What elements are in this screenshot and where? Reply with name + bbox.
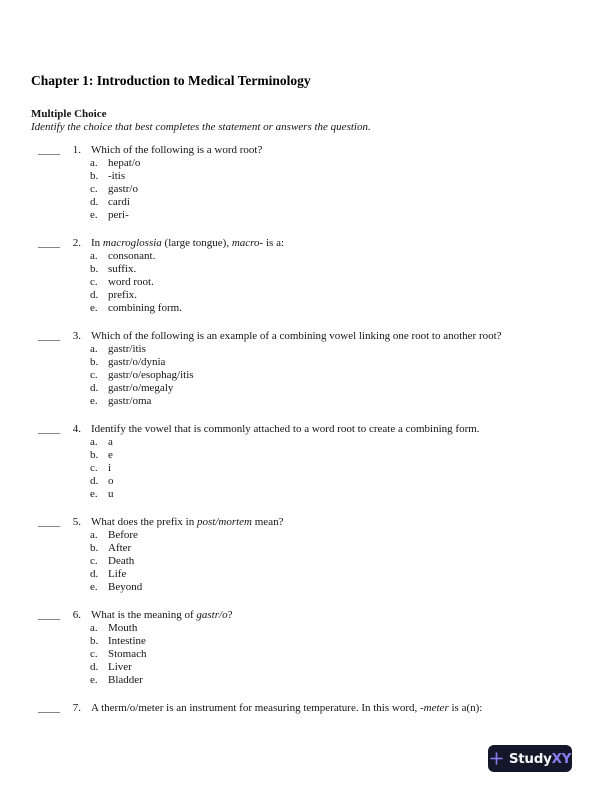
question-line <box>31 237 581 250</box>
question-number: 5. <box>72 516 81 528</box>
option-row <box>90 449 581 462</box>
question-text-run: Which of the following is a word root? <box>91 144 263 156</box>
question-text-run: (large tongue), <box>161 237 232 249</box>
option-text: peri- <box>108 209 129 221</box>
question-number: 7. <box>72 702 81 714</box>
option-text: Beyond <box>108 581 143 593</box>
option-row <box>90 635 581 648</box>
option-letter: b. <box>90 449 99 461</box>
option-text: Mouth <box>108 622 138 634</box>
answer-blank: ____ <box>38 423 60 435</box>
question-text-italic: macroglossia <box>102 237 162 249</box>
option-letter: e. <box>90 209 98 221</box>
option-letter: c. <box>90 369 98 381</box>
question-block <box>31 702 581 715</box>
option-text: Bladder <box>108 674 143 686</box>
question-text-italic: post/mortem <box>197 516 252 528</box>
option-text: word root. <box>108 276 154 288</box>
option-text: Life <box>108 568 127 580</box>
option-letter: d. <box>90 196 99 208</box>
option-text: combining form. <box>108 302 182 314</box>
question-line <box>31 423 581 436</box>
page-title: Chapter 1: Introduction to Medical Terminology <box>31 73 311 88</box>
option-letter: e. <box>90 395 98 407</box>
option-text: Death <box>108 555 135 567</box>
option-text: a <box>108 436 113 448</box>
option-row <box>90 475 581 488</box>
option-letter: b. <box>90 170 99 182</box>
option-letter: d. <box>90 568 99 580</box>
question-text <box>91 330 581 343</box>
option-letter: b. <box>90 542 99 554</box>
options-list <box>31 622 581 687</box>
option-row <box>90 343 581 356</box>
questions-list <box>31 144 581 715</box>
option-text: gastr/o/megaly <box>108 382 174 394</box>
question-text <box>91 516 581 529</box>
question-text-run: What is the meaning of <box>91 609 197 621</box>
option-letter: c. <box>90 462 98 474</box>
question-text <box>91 237 581 250</box>
option-letter: a. <box>90 622 98 634</box>
question-block <box>31 423 581 501</box>
option-row <box>90 170 581 183</box>
option-text: -itis <box>108 170 126 182</box>
options-list <box>31 529 581 594</box>
option-row <box>90 157 581 170</box>
question-text <box>91 423 581 436</box>
question-text <box>91 144 581 157</box>
option-text: u <box>108 488 114 500</box>
option-letter: e. <box>90 581 98 593</box>
section-heading: Multiple Choice <box>31 108 107 120</box>
option-letter: a. <box>90 250 98 262</box>
answer-blank: ____ <box>38 609 60 621</box>
option-text: Liver <box>108 661 132 673</box>
question-line <box>31 702 581 715</box>
option-row <box>90 436 581 449</box>
option-letter: a. <box>90 436 98 448</box>
option-letter: b. <box>90 356 99 368</box>
question-text-run: mean? <box>252 516 284 528</box>
question-block <box>31 330 581 408</box>
option-text: Stomach <box>108 648 147 660</box>
option-row <box>90 622 581 635</box>
plus-icon <box>489 751 504 766</box>
option-row <box>90 542 581 555</box>
option-letter: d. <box>90 661 99 673</box>
question-line <box>31 330 581 343</box>
question-text-run: is a: <box>263 237 285 249</box>
option-text: Before <box>108 529 138 541</box>
option-letter: c. <box>90 648 98 660</box>
option-text: gastr/o <box>108 183 138 195</box>
option-letter: b. <box>90 635 99 647</box>
option-row <box>90 302 581 315</box>
question-text-italic: gastr/o <box>196 609 228 621</box>
option-row <box>90 356 581 369</box>
options-list <box>31 343 581 408</box>
question-number: 1. <box>72 144 81 156</box>
question-number: 3. <box>72 330 81 342</box>
option-text: gastr/oma <box>108 395 152 407</box>
option-text: hepat/o <box>108 157 141 169</box>
option-row <box>90 382 581 395</box>
option-row <box>90 250 581 263</box>
option-row <box>90 209 581 222</box>
option-row <box>90 555 581 568</box>
option-text: suffix. <box>108 263 137 275</box>
question-text-run: Identify the vowel that is commonly attached to a word root to create a combining form. <box>91 423 480 435</box>
brand-accent: XY <box>551 750 572 767</box>
question-text-italic: macro- <box>231 237 264 249</box>
option-row <box>90 462 581 475</box>
option-text: o <box>108 475 114 487</box>
answer-blank: ____ <box>38 144 60 156</box>
question-text-run: In <box>91 237 103 249</box>
question-text-run: is a(n): <box>448 702 483 714</box>
option-letter: e. <box>90 302 98 314</box>
option-row <box>90 196 581 209</box>
question-text-run: ? <box>227 609 233 621</box>
option-row <box>90 183 581 196</box>
option-row <box>90 289 581 302</box>
option-row <box>90 581 581 594</box>
option-row <box>90 276 581 289</box>
brand-primary: Study <box>508 750 552 767</box>
question-line <box>31 144 581 157</box>
option-text: cardi <box>108 196 130 208</box>
option-letter: d. <box>90 289 99 301</box>
option-text: Intestine <box>108 635 146 647</box>
brand-text <box>509 751 571 767</box>
question-text-run: Which of the following is an example of a combining vowel linking one root to another root? <box>91 330 502 342</box>
question-text <box>91 609 581 622</box>
option-text: gastr/o/dynia <box>108 356 166 368</box>
option-letter: c. <box>90 276 98 288</box>
option-row <box>90 648 581 661</box>
option-text: prefix. <box>108 289 138 301</box>
question-text-run: A therm/o/meter is an instrument for measuring temperature. In this word, <box>91 702 421 714</box>
option-text: consonant. <box>108 250 156 262</box>
option-row <box>90 369 581 382</box>
option-letter: a. <box>90 157 98 169</box>
options-list <box>31 157 581 222</box>
options-list <box>31 436 581 501</box>
answer-blank: ____ <box>38 516 60 528</box>
answer-blank: ____ <box>38 702 60 714</box>
option-row <box>90 488 581 501</box>
option-text: After <box>108 542 132 554</box>
question-block <box>31 144 581 222</box>
option-text: i <box>108 462 112 474</box>
option-row <box>90 395 581 408</box>
answer-blank: ____ <box>38 330 60 342</box>
question-number: 6. <box>72 609 81 621</box>
question-block <box>31 516 581 594</box>
question-block <box>31 609 581 687</box>
option-row <box>90 263 581 276</box>
question-block <box>31 237 581 315</box>
option-text: gastr/itis <box>108 343 146 355</box>
option-letter: c. <box>90 555 98 567</box>
option-row <box>90 568 581 581</box>
option-letter: e. <box>90 674 98 686</box>
options-list <box>31 250 581 315</box>
question-number: 2. <box>72 237 81 249</box>
option-letter: d. <box>90 475 99 487</box>
question-line <box>31 609 581 622</box>
studyxy-logo <box>488 745 572 772</box>
question-line <box>31 516 581 529</box>
option-row <box>90 674 581 687</box>
question-number: 4. <box>72 423 81 435</box>
option-letter: d. <box>90 382 99 394</box>
option-letter: c. <box>90 183 98 195</box>
question-text-italic: -meter <box>420 702 449 714</box>
option-text: e <box>108 449 113 461</box>
answer-blank: ____ <box>38 237 60 249</box>
option-text: gastr/o/esophag/itis <box>108 369 194 381</box>
option-row <box>90 661 581 674</box>
section-instruction: Identify the choice that best completes the statement or answers the question. <box>31 121 371 133</box>
option-letter: e. <box>90 488 98 500</box>
option-letter: b. <box>90 263 99 275</box>
option-row <box>90 529 581 542</box>
option-letter: a. <box>90 343 98 355</box>
question-text-run: What does the prefix in <box>91 516 197 528</box>
question-text <box>91 702 581 715</box>
option-letter: a. <box>90 529 98 541</box>
